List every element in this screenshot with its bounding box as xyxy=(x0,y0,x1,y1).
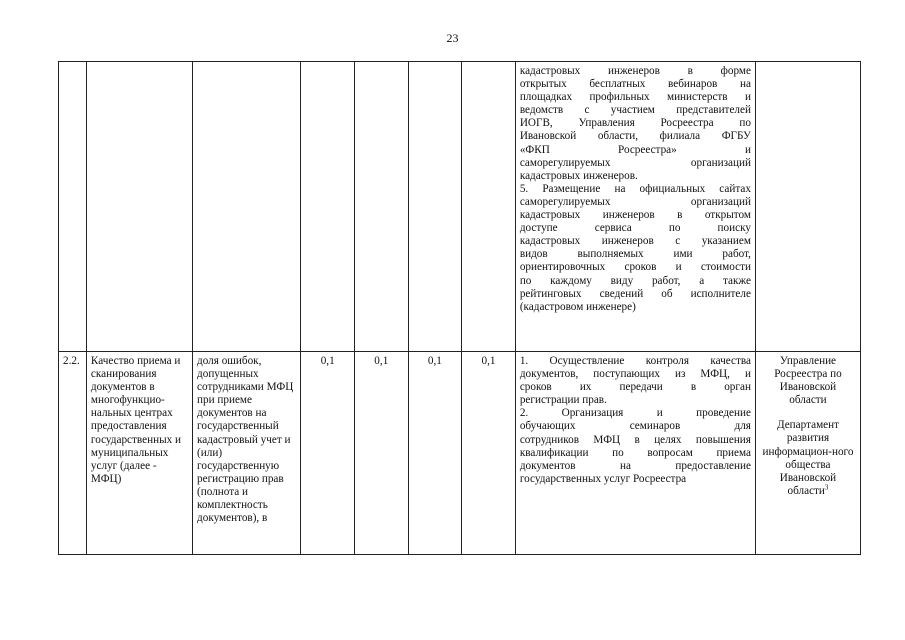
cell-name xyxy=(86,62,192,352)
activity-line: кадастровых инженеров с указанием xyxy=(519,235,751,248)
activity-line: документов, поступающих из МФЦ, и xyxy=(519,368,751,381)
cell-value xyxy=(408,62,462,352)
activity-line: кадастровых инженеров в открытом xyxy=(519,209,751,222)
cell-value xyxy=(354,62,408,352)
cell-name: Качество приема и сканирования документов в многофункцио-нальных центрах предоставления государственных и муниципальных услуг (далее - МФЦ) xyxy=(86,352,192,555)
cell-indicator: доля ошибок, допущенных сотрудниками МФЦ при приеме документов на государственный кадастровый учет и (или) государственную регистрацию прав (полнота и комплектность документов), в xyxy=(193,352,301,555)
table-row xyxy=(59,62,861,352)
activity-line: видов выполняемых ими работ, xyxy=(519,248,751,261)
activity-line: по каждому виду работ, а также xyxy=(519,274,751,287)
activity-line: документов на предоставление xyxy=(519,459,751,472)
cell-responsible xyxy=(755,62,860,352)
activity-line: 1. Осуществление контроля качества xyxy=(519,355,751,367)
activity-line: (кадастровом инженере) xyxy=(519,300,636,313)
cell-value xyxy=(301,62,355,352)
activity-line: ведомств с участием представителей xyxy=(519,104,751,117)
activity-line: регистрации прав. xyxy=(519,394,607,407)
cell-indicator xyxy=(193,62,301,352)
responsible-org: Управление Росреестра по Ивановской области xyxy=(774,355,842,407)
activity-line: государственных услуг Росреестра xyxy=(519,472,687,485)
activity-line: кадастровых инженеров в форме xyxy=(519,65,751,77)
activity-line: доступе сервиса по поиску xyxy=(519,222,751,235)
cell-value: 0,1 xyxy=(354,352,408,555)
activity-line: 5. Размещение на официальных сайтах xyxy=(519,182,751,195)
cell-value: 0,1 xyxy=(301,352,355,555)
activity-line: ИОГВ, Управления Росреестра по xyxy=(519,117,751,130)
plan-table xyxy=(58,61,861,555)
activity-line: сотрудников МФЦ в целях повышения xyxy=(519,433,751,446)
activity-line: рейтинговых сведений об исполнителе xyxy=(519,287,751,300)
footnote-mark: 3 xyxy=(824,483,829,492)
activity-line: 2. Организация и проведение xyxy=(519,407,751,420)
cell-activities xyxy=(515,62,755,352)
cell-value: 0,1 xyxy=(408,352,462,555)
activity-line: ориентировочных сроков и стоимости xyxy=(519,261,751,274)
table-row xyxy=(59,352,861,555)
responsible-org: Департамент развития информацион-ного общества Ивановской области xyxy=(762,419,854,497)
activity-line: саморегулируемых организаций xyxy=(519,195,751,208)
cell-num xyxy=(59,62,87,352)
activity-line: сроков их передачи в орган xyxy=(519,381,751,394)
cell-responsible xyxy=(755,352,860,555)
activity-line: квалификации по вопросам приема xyxy=(519,446,751,459)
activity-line: «ФКП Росреестра» и xyxy=(519,143,751,156)
activity-line: обучающих семинаров для xyxy=(519,420,751,433)
activity-line: площадках профильных министерств и xyxy=(519,91,751,104)
cell-activities xyxy=(515,352,755,555)
cell-value xyxy=(462,62,516,352)
cell-num: 2.2. xyxy=(59,352,87,555)
page-number: 23 xyxy=(446,31,459,45)
activity-line: кадастровых инженеров. xyxy=(519,169,638,182)
activity-line: саморегулируемых организаций xyxy=(519,156,751,169)
activity-line: Ивановской области, филиала ФГБУ xyxy=(519,130,751,143)
activity-line: открытых бесплатных вебинаров на xyxy=(519,78,751,91)
cell-value: 0,1 xyxy=(462,352,516,555)
